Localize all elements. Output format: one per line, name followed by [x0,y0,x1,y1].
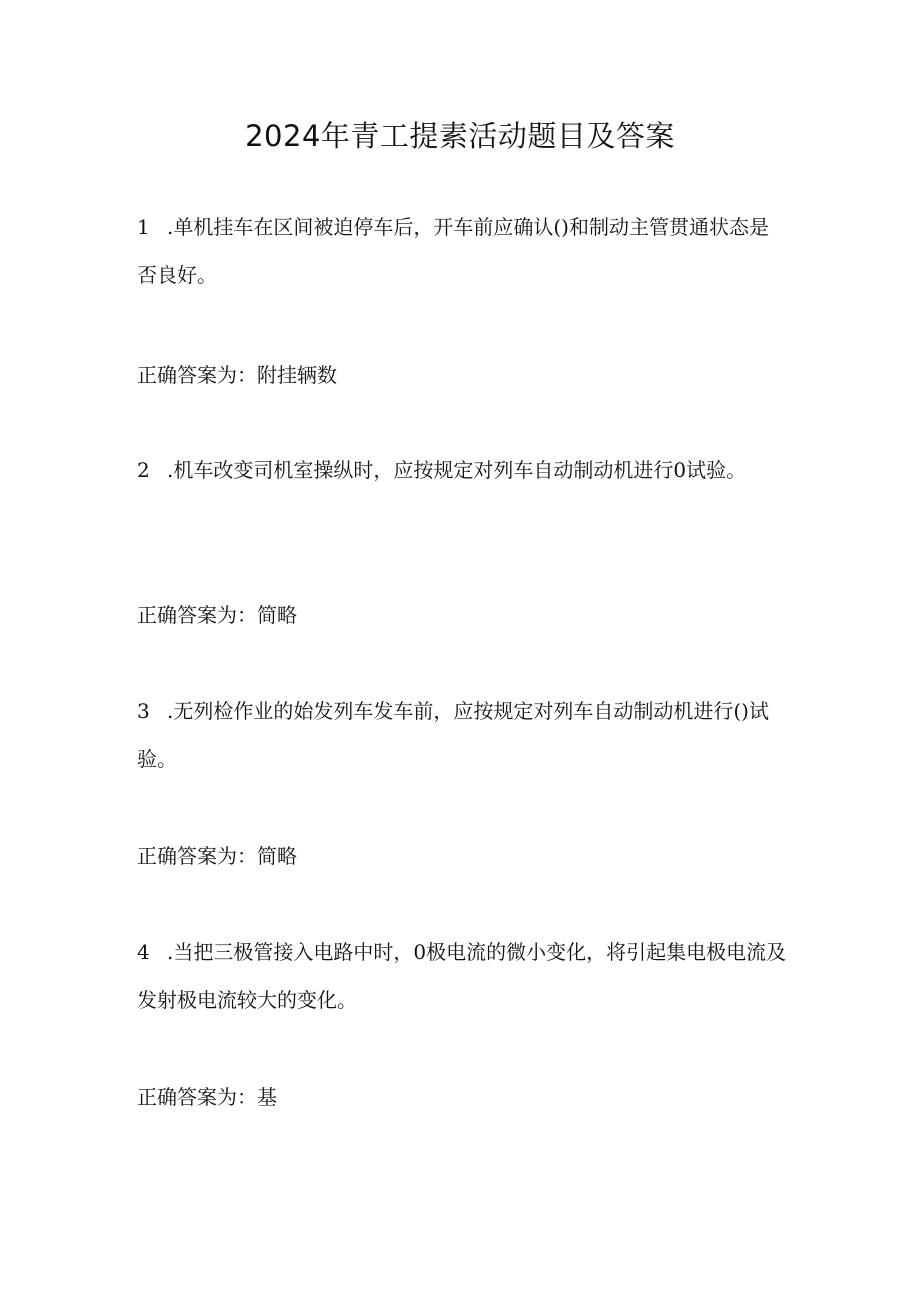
question-2 [137,446,787,494]
question-1 [137,203,787,299]
question-4 [137,928,787,1024]
question-number: 2 [137,458,150,482]
answer-1 [137,361,337,389]
question-text: .当把三极管接入电路中时，0极电流的微小变化，将引起集电极电流及发射极电流较大的变化。 [137,940,787,1012]
question-text: .机车改变司机室操纵时，应按规定对列车自动制动机进行0试验。 [167,458,747,482]
answer-2 [137,601,297,629]
document-title: 2024年青工提素活动题目及答案 [245,119,675,153]
answer-label: 正确答案为： [137,1085,257,1109]
answer-label: 正确答案为： [137,363,257,387]
question-text: .无列检作业的始发列车发车前，应按规定对列车自动制动机进行()试验。 [137,699,769,771]
question-number: 4 [137,940,150,964]
answer-text: 附挂辆数 [257,363,337,387]
answer-4 [137,1083,277,1111]
question-number: 1 [137,215,150,239]
answer-3 [137,842,297,870]
answer-text: 简略 [257,603,297,627]
question-3 [137,687,787,783]
answer-label: 正确答案为： [137,844,257,868]
answer-text: 基 [257,1085,277,1109]
question-number: 3 [137,699,150,723]
answer-label: 正确答案为： [137,603,257,627]
answer-text: 简略 [257,844,297,868]
question-text: .单机挂车在区间被迫停车后，开车前应确认()和制动主管贯通状态是否良好。 [137,215,769,287]
